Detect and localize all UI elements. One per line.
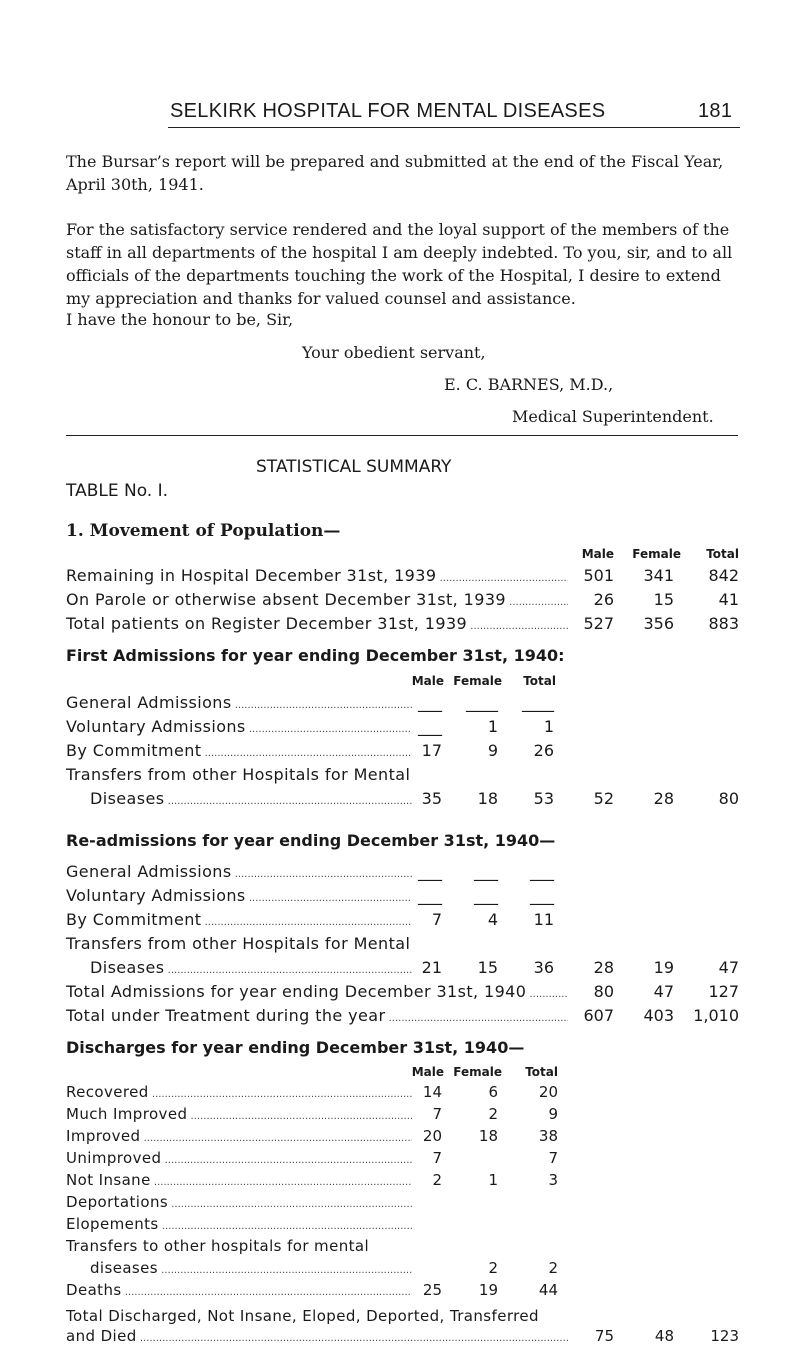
readmission-total-male: 28 [593,958,614,977]
discharge-transfer-label: Transfers to other hospitals for mental [66,1237,370,1255]
col-male-header: Male [581,547,614,561]
deaths-female: 19 [478,1281,498,1299]
letter-valediction: Your obedient servant, [302,343,486,362]
total-discharged-label: Total Discharged, Not Insane, Eloped, Deported, Transferred [66,1307,539,1325]
running-header: SELKIRK HOSPITAL FOR MENTAL DISEASES [170,100,606,122]
discharge-transfer-total: 2 [548,1259,558,1277]
table-number: TABLE No. I. [66,481,169,501]
discharge-transfer-female: 2 [488,1259,498,1277]
fa-col-male: Male [411,674,444,688]
readmission-total-female: 19 [653,958,674,977]
deaths-label: Deaths ..... [66,1281,412,1299]
signature-role: Medical Superintendent. [512,407,714,426]
signature: E. C. BARNES, M.D., [444,375,614,394]
first-admission-total: 80 [718,789,739,808]
col-total-header: Total [706,547,739,561]
letter-paragraph-2: For the satisfactory service rendered and the loyal support of the members of the staff in all departments of the hospital I am deeply indebted. To you, sir, and to all officials of the departments touching the work of the Hospital, I desire to extend my appreciation and thanks for valued counsel and assistance. [66,220,733,308]
section-rule [66,435,738,436]
dis-col-male: Male [411,1065,444,1079]
fa-col-total: Total [523,674,556,688]
col-female-header: Female [632,547,681,561]
first-admissions-title: First Admissions for year ending December 31st, 1940: [66,646,565,665]
readmissions-title: Re-admissions for year ending December 31st, 1940— [66,831,556,850]
header-rule [168,127,740,128]
letter-paragraph-1: The Bursar’s report will be prepared and submitted at the end of the Fiscal Year, April 30th, 1941. [66,152,724,194]
total-discharged-male: 75 [594,1327,614,1345]
discharges-title: Discharges for year ending December 31st, 1940— [66,1038,525,1057]
dis-col-total: Total [525,1065,558,1079]
discharge-transfer-label-2: diseases ..... [90,1259,412,1277]
dis-col-female: Female [453,1065,502,1079]
first-admission-total-male: 52 [593,789,614,808]
section-heading: 1. Movement of Population— [66,521,341,541]
total-discharged-label-2: and Died ..... [66,1327,568,1345]
deaths-male: 25 [422,1281,442,1299]
deaths-total: 44 [538,1281,558,1299]
first-admission-total-female: 28 [653,789,674,808]
summary-title: STATISTICAL SUMMARY [256,457,452,477]
total-discharged-female: 48 [654,1327,674,1345]
letter-closing-line: I have the honour to be, Sir, [66,310,294,329]
total-discharged-total: 123 [710,1327,739,1345]
page-number: 181 [698,100,733,122]
readmission-total: 47 [718,958,739,977]
fa-col-female: Female [453,674,502,688]
